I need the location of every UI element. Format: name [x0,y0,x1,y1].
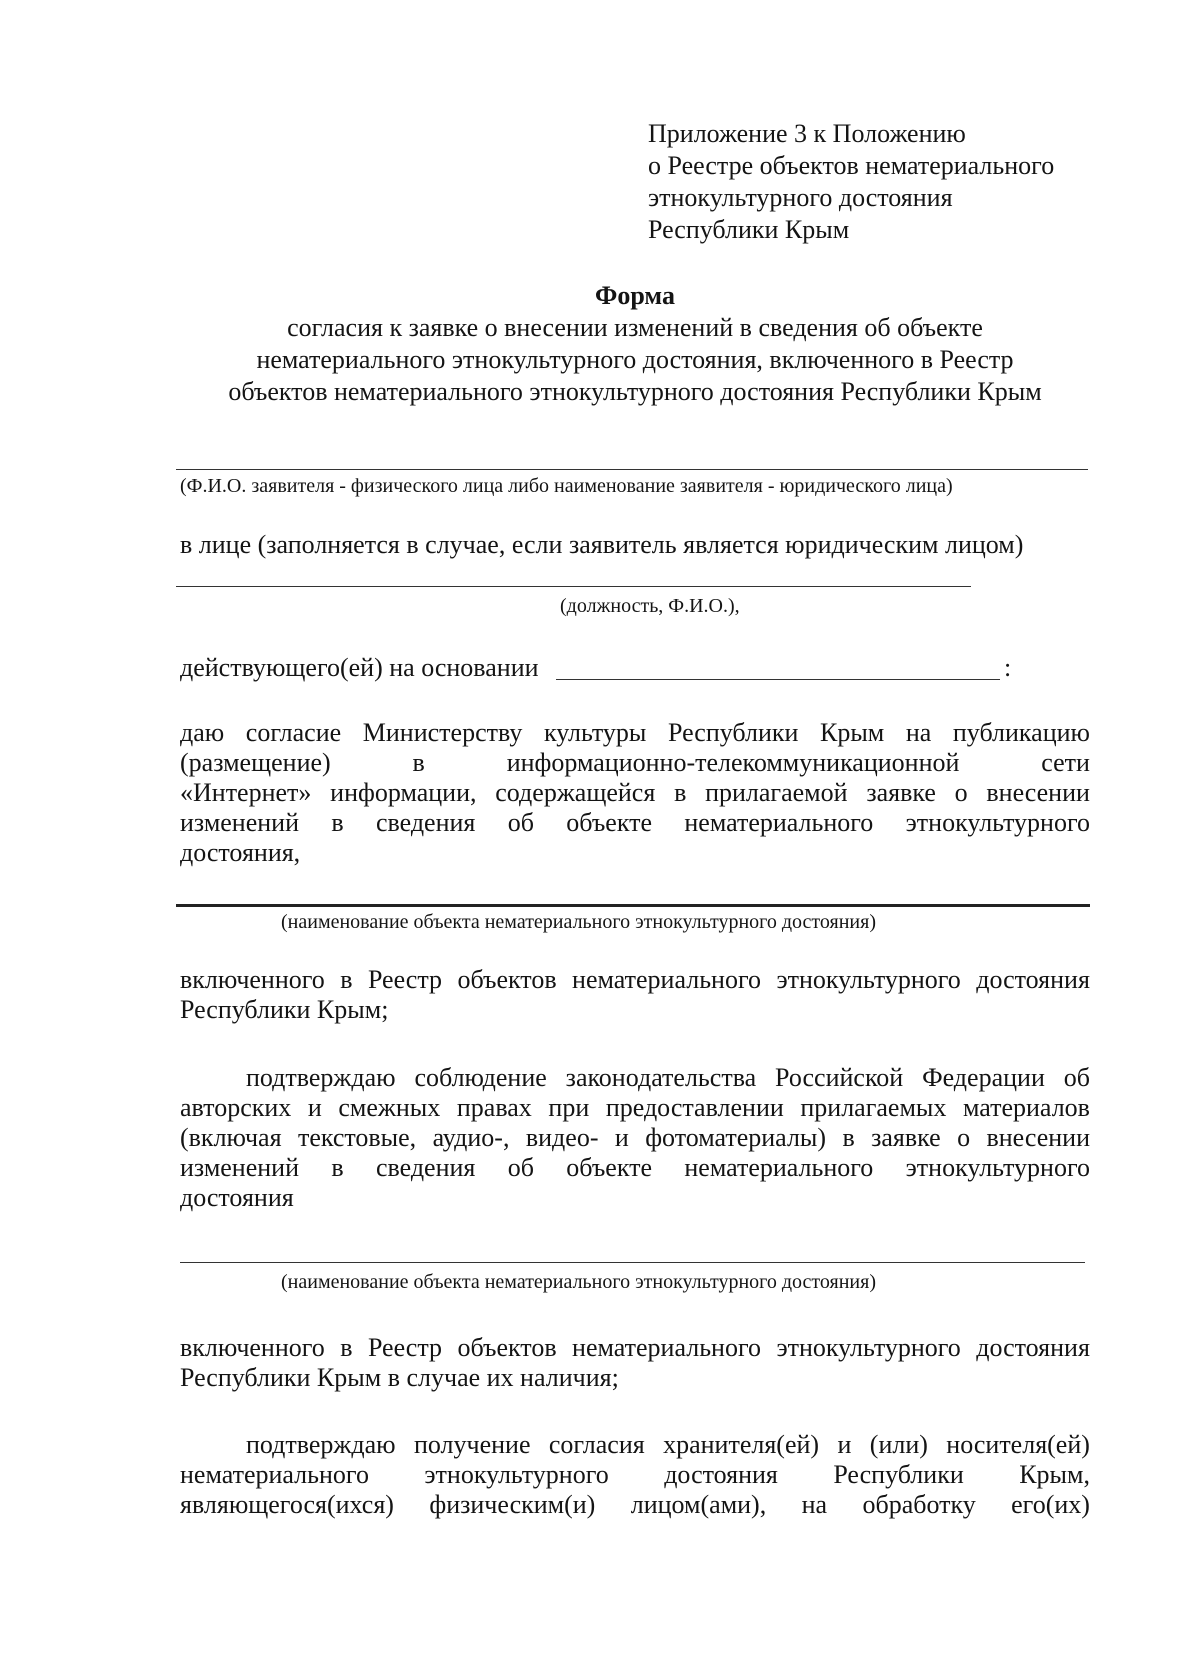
word: видео- [525,1123,599,1152]
word: нематериального [180,1460,369,1489]
word: хранителя(ей) [663,1430,820,1459]
holder-consent-paragraph [180,1430,1090,1520]
paragraph-line [180,1153,1090,1183]
word: Реестр [367,1333,443,1362]
word: сети [1041,748,1090,777]
paragraph-line [180,1430,1090,1460]
word: получение [413,1430,531,1459]
form-title: Форма [595,281,675,310]
word: в [340,965,353,994]
paragraph-line [180,1063,1090,1093]
word: в [331,808,344,837]
word: достояния [976,965,1090,994]
word: изменений [180,808,300,837]
paragraph-line [180,748,1090,778]
word: подтверждаю [246,1063,396,1092]
word: сведения [375,808,476,837]
word: нематериального [572,965,761,994]
paragraph-line [180,1123,1090,1153]
word: авторских [180,1093,292,1122]
word: в [331,1153,344,1182]
word: материалов [962,1093,1090,1122]
word: законодательства [565,1063,757,1092]
paragraph-line [180,718,1090,748]
word: согласия [548,1430,645,1459]
subtitle-line: согласия к заявке о внесении изменений в сведения об объекте [287,313,983,342]
word: нематериального [684,808,874,837]
word: лицом(ами), [630,1490,767,1519]
word: Крым [819,718,885,747]
applicant-caption: (Ф.И.О. заявителя - физического лица либо наименование заявителя - юридического лица) [180,475,953,497]
word: объектов [457,1333,557,1362]
word: в [674,778,687,807]
paragraph-line [180,1093,1090,1123]
word: в [412,748,425,777]
basis-label: действующего(ей) на основании [180,653,539,682]
word: Крым, [1019,1460,1090,1489]
basis-colon: : [1004,653,1012,682]
word: о [954,778,968,807]
word: нематериального [684,1153,874,1182]
object-name-blank-line-1[interactable] [176,904,1090,907]
word: заявке [871,1123,941,1152]
word: содержащейся [495,778,656,807]
word: предоставлении [605,1093,784,1122]
appendix-header [648,118,1168,246]
word: объекте [566,1153,653,1182]
subtitle-line: объектов нематериального этнокультурного достояния Республики Крым [228,377,1042,406]
word: заявке [866,778,936,807]
word: (включая [180,1123,282,1152]
word: текстовые, [297,1123,417,1152]
word: прилагаемых [800,1093,947,1122]
word: этнокультурного [776,1333,961,1362]
paragraph-last-line: достояния, [180,838,301,867]
word: фотоматериалы) [645,1123,827,1152]
paragraph-line [180,808,1090,838]
applicant-blank-line[interactable] [176,469,1088,470]
word: «Интернет» [180,778,312,807]
word: на [801,1490,828,1519]
word: этнокультурного [905,1153,1090,1182]
word: включенного [180,965,325,994]
word: на [905,718,932,747]
word: подтверждаю [246,1430,396,1459]
word: в [340,1333,353,1362]
word: достояния [664,1460,778,1489]
consent-paragraph [180,718,1090,868]
word: Республики [667,718,799,747]
word: включенного [180,1333,325,1362]
paragraph-last-line: достояния [180,1183,294,1212]
word: изменений [180,1153,300,1182]
word: физическим(и) [429,1490,596,1519]
word: Министерству [362,718,523,747]
word: внесении [986,778,1090,807]
paragraph-line [180,778,1090,808]
word: являющегося(ихся) [180,1490,394,1519]
paragraph-line [180,1460,1090,1490]
registry-paragraph-2 [180,1333,1090,1393]
word: объекте [566,808,653,837]
word: (размещение) [180,748,331,777]
in-person-line: в лице (заполняется в случае, если заявитель является юридическим лицом) [180,530,1024,559]
registry-paragraph-1 [180,965,1090,1025]
paragraph-line [180,965,1090,995]
word: Реестр [367,965,443,994]
word: об [507,808,534,837]
word: информации, [330,778,477,807]
object-caption-1: (наименование объекта нематериального этнокультурного достояния) [281,911,876,933]
word: культуры [543,718,647,747]
word: достояния [976,1333,1090,1362]
paragraph-line [180,1333,1090,1363]
object-caption-2: (наименование объекта нематериального этнокультурного достояния) [281,1271,876,1293]
word: при [548,1093,590,1122]
position-caption: (должность, Ф.И.О.), [560,595,740,617]
word: о [957,1123,971,1152]
word: смежных [338,1093,441,1122]
appendix-line: о Реестре объектов нематериального [648,151,1055,180]
position-blank-line[interactable] [176,586,971,587]
appendix-line: Приложение 3 к Положению [648,119,966,148]
word: публикацию [952,718,1090,747]
paragraph-last-line: Республики Крым; [180,995,389,1024]
word: прилагаемой [705,778,848,807]
word: аудио-, [432,1123,510,1152]
basis-blank-line[interactable] [556,679,1000,680]
word: в [842,1123,855,1152]
word: нематериального [572,1333,761,1362]
paragraph-last-line: Республики Крым в случае их наличия; [180,1363,619,1392]
word: объектов [457,965,557,994]
appendix-line: этнокультурного достояния [648,183,953,212]
word: об [1063,1063,1090,1092]
word: его(их) [1011,1490,1090,1519]
word: и [837,1430,852,1459]
word: информационно-телекоммуникационной [506,748,960,777]
object-name-blank-line-2[interactable] [180,1262,1085,1263]
word: согласие [245,718,342,747]
word: носителя(ей) [946,1430,1090,1459]
word: правах [456,1093,532,1122]
word: (или) [869,1430,928,1459]
word: внесении [986,1123,1090,1152]
word: этнокультурного [424,1460,609,1489]
copyright-paragraph [180,1063,1090,1213]
word: соблюдение [414,1063,547,1092]
word: Федерации [922,1063,1045,1092]
word: и [307,1093,322,1122]
form-subtitle [180,312,1090,408]
word: обработку [862,1490,976,1519]
word: и [614,1123,629,1152]
word: Республики [833,1460,964,1489]
word: Российской [775,1063,904,1092]
word: этнокультурного [776,965,961,994]
appendix-line: Республики Крым [648,215,850,244]
paragraph-line [180,1490,1090,1520]
subtitle-line: нематериального этнокультурного достояния, включенного в Реестр [256,345,1014,374]
word: об [507,1153,534,1182]
word: этнокультурного [905,808,1090,837]
word: сведения [375,1153,476,1182]
word: даю [180,718,225,747]
